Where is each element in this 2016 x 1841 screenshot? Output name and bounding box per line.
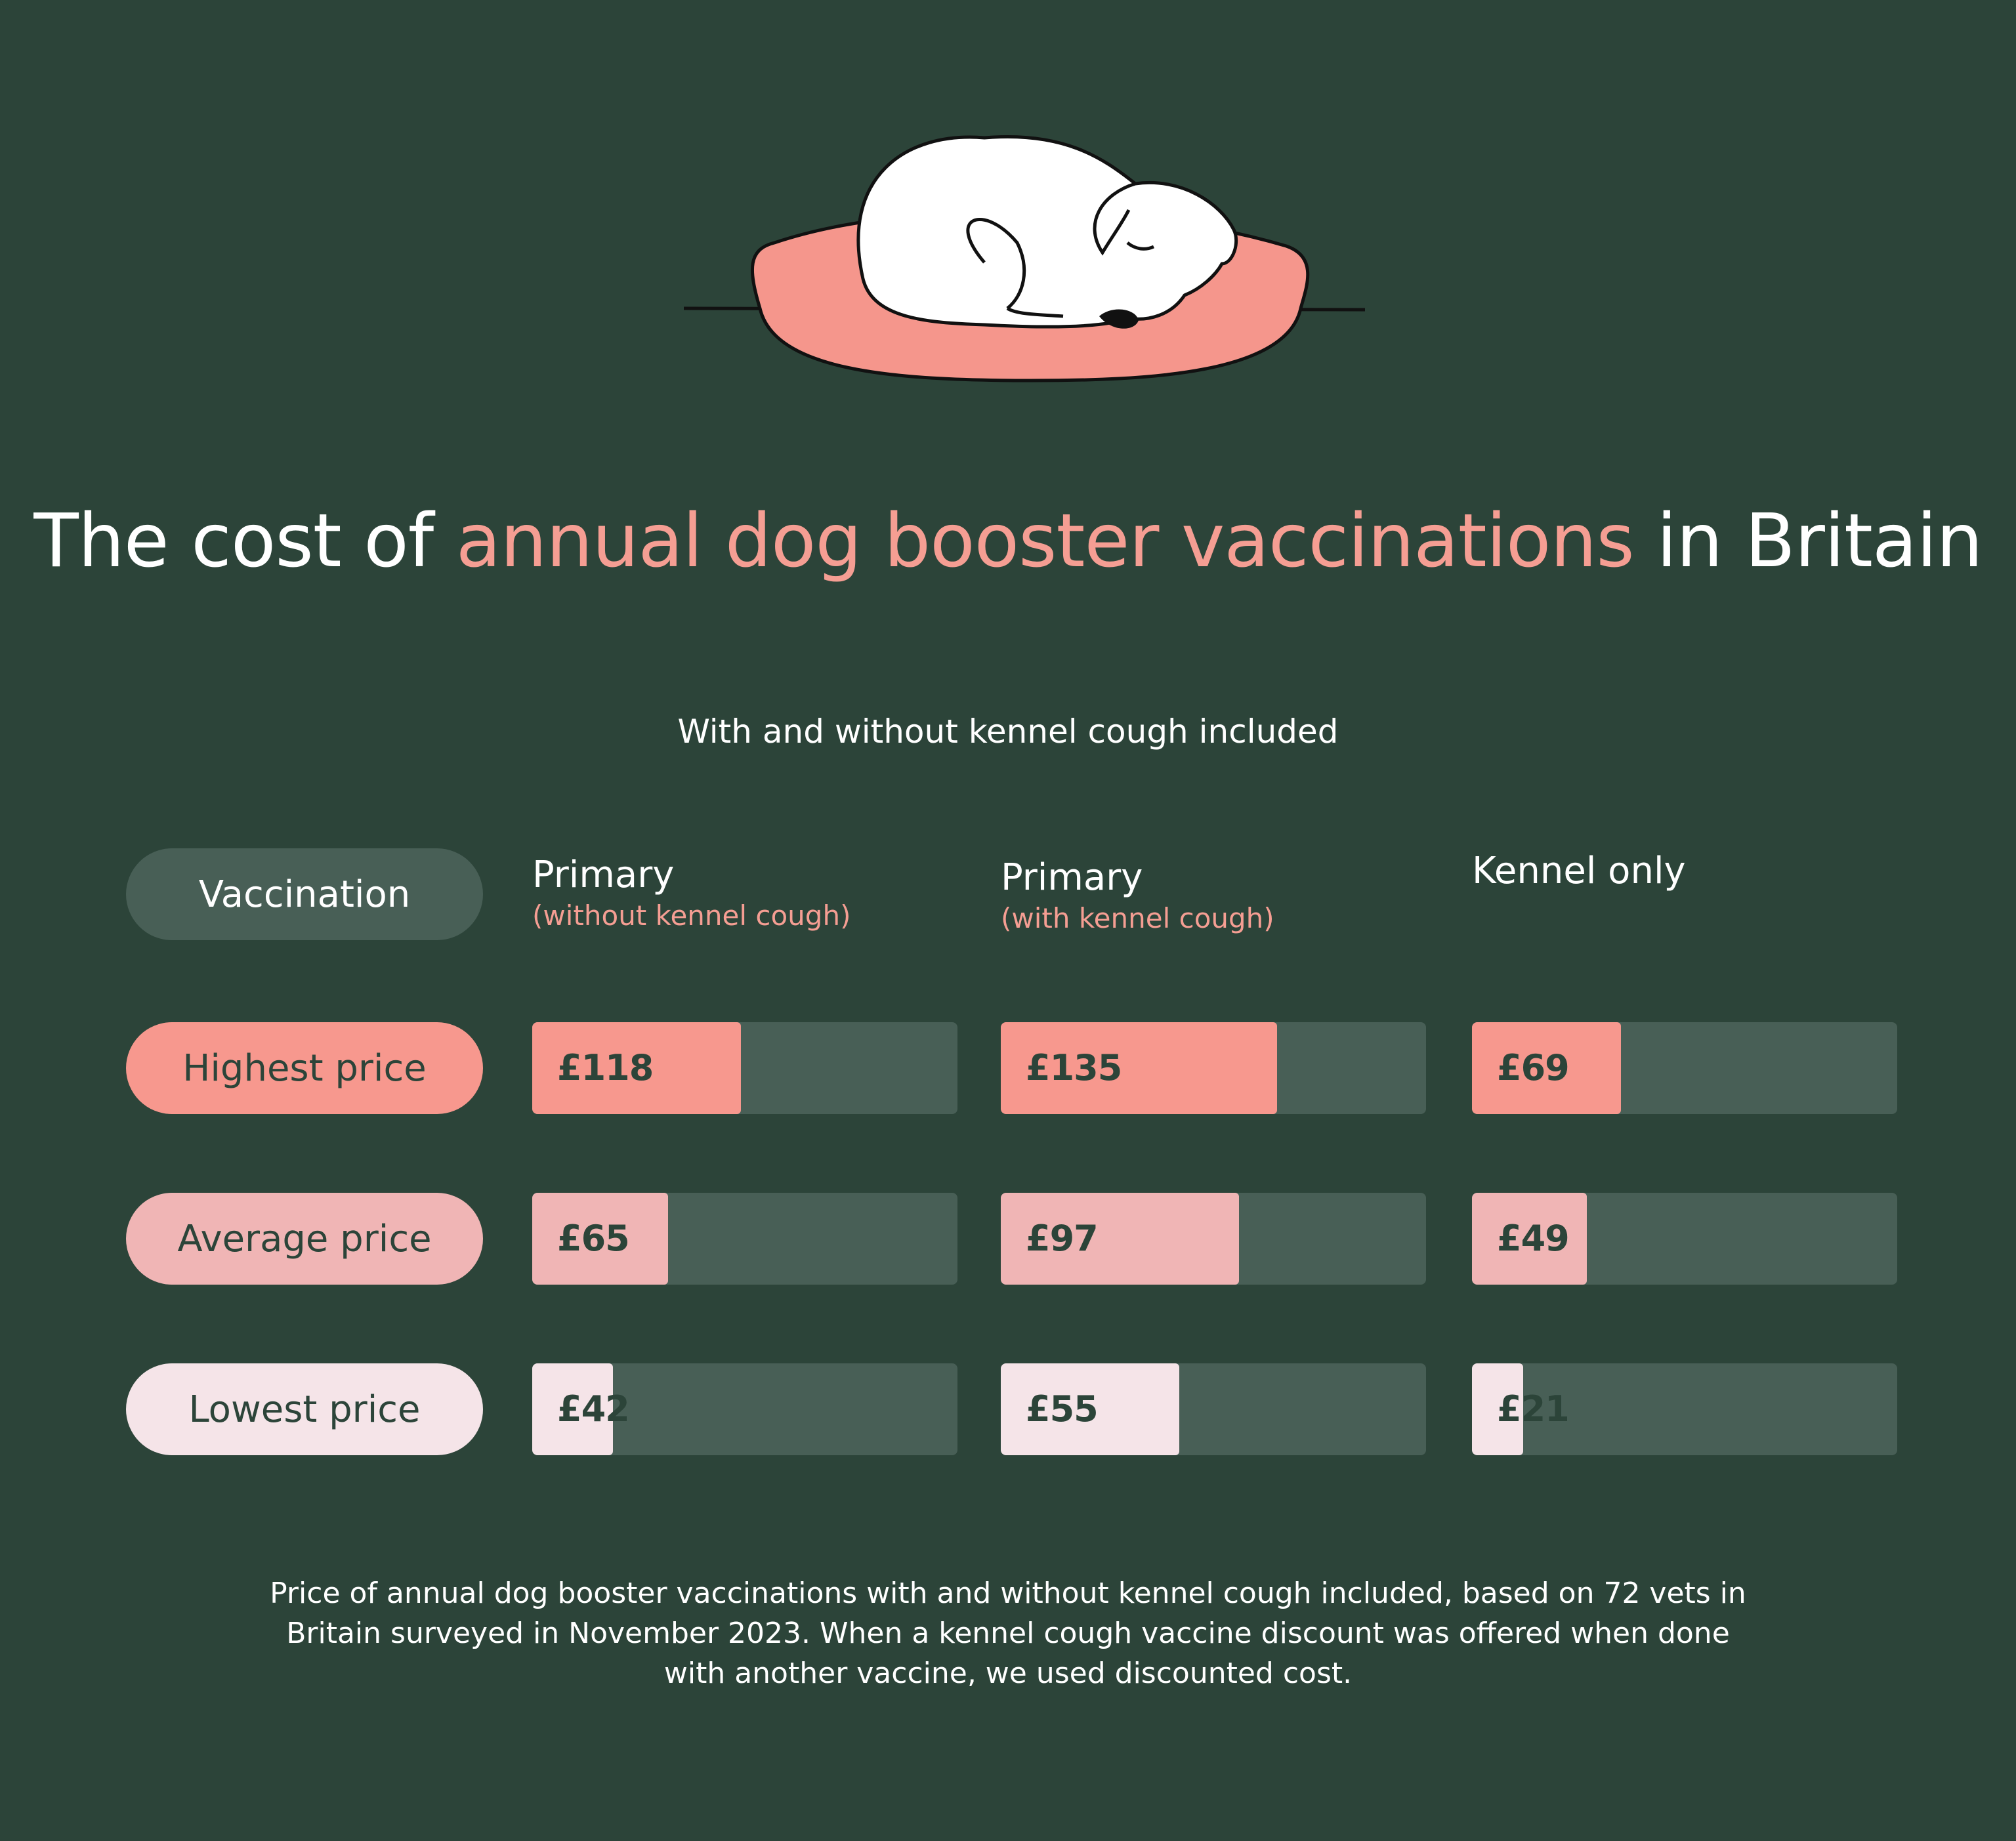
row-label-lowest: Lowest price [126, 1363, 483, 1455]
row-label-highest: Highest price [126, 1022, 483, 1114]
column-label: Primary [1001, 856, 1143, 899]
bar-track-average-1 [532, 1193, 957, 1285]
bar-track-average-2 [1001, 1193, 1426, 1285]
bar-track-average-3 [1472, 1193, 1897, 1285]
title-accent: annual dog booster vaccinations [455, 499, 1634, 584]
bar-track-highest-1 [532, 1022, 957, 1114]
column-sublabel: (without kennel cough) [532, 900, 851, 932]
bar-track-lowest-3 [1472, 1363, 1897, 1455]
dog-body [858, 136, 1236, 327]
sleeping-dog-illustration [676, 112, 1372, 400]
title-part1: The cost of [33, 499, 434, 584]
bar-track-lowest-1 [532, 1363, 957, 1455]
bar-value-label: £21 [1497, 1388, 1569, 1430]
bar-value-label: £49 [1497, 1218, 1569, 1259]
column-header-primary-with [1001, 854, 1274, 936]
bar-track-highest-2 [1001, 1022, 1426, 1114]
column-label: Primary [532, 854, 675, 896]
bar-value-label: £55 [1026, 1388, 1098, 1430]
bar-track-lowest-2 [1001, 1363, 1426, 1455]
title-part2: in Britain [1656, 499, 1983, 584]
bar-value-label: £118 [557, 1047, 654, 1088]
column-sublabel: (with kennel cough) [1001, 902, 1274, 934]
bar-value-label: £135 [1026, 1047, 1122, 1088]
chart-subtitle: With and without kennel cough included [677, 713, 1339, 751]
bar-track-highest-3 [1472, 1022, 1897, 1114]
bar-value-label: £42 [557, 1388, 629, 1430]
bar-value-label: £97 [1026, 1218, 1098, 1259]
chart-title [0, 491, 2016, 592]
bar-value-label: £69 [1497, 1047, 1569, 1088]
column-header-kennel-only [1472, 848, 1686, 895]
bar-value-label: £65 [557, 1218, 629, 1259]
column-header-primary-without [532, 852, 850, 933]
column-label: Kennel only [1472, 850, 1686, 892]
row-label-average: Average price [126, 1193, 483, 1285]
footnote: Price of annual dog booster vaccinations with and without kennel cough included, based on 72 vets in Britain surveyed in November 2023. When a kennel cough vaccine discount was offered when done with another vaccine, we used discounted cost. [270, 1577, 1746, 1690]
row-header-pill: Vaccination [126, 848, 483, 940]
